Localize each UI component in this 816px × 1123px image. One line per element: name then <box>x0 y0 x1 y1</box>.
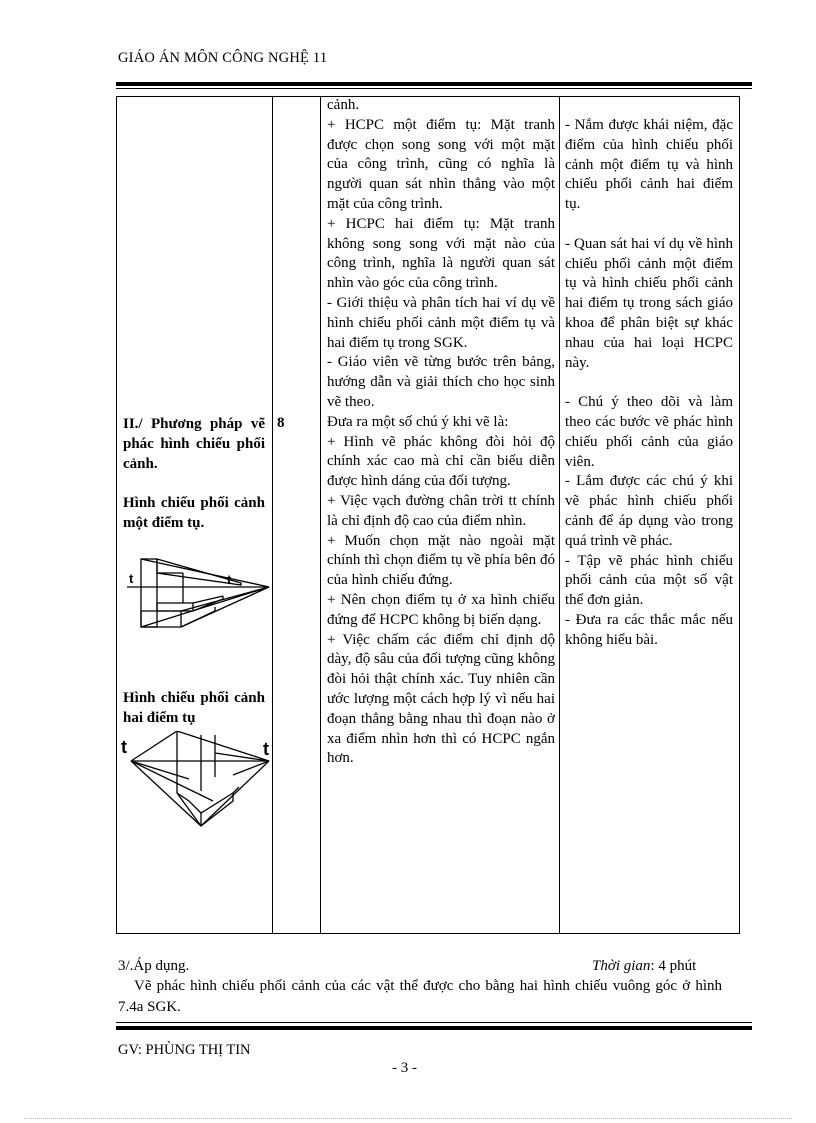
footer-rule-thin <box>116 1022 752 1023</box>
time-label: Thời gian <box>592 958 651 974</box>
header-rule-thin <box>116 88 752 89</box>
vanishing-label-left: t <box>121 737 127 757</box>
content-column <box>123 415 265 534</box>
column-divider <box>320 97 321 933</box>
application-text: Vẽ phác hình chiếu phối cảnh của các vật thể được cho bằng hai hình chiếu vuông góc ở hình 7.4a SGK. <box>118 978 722 1015</box>
teacher-activity-column <box>327 96 555 769</box>
student-item: - Lắm được các chú ý khi vẽ phác hình chiếu phối cảnh để áp dụng vào trong quá trình vẽ phác. <box>565 473 733 549</box>
footer-rule <box>116 1026 752 1030</box>
application-heading: 3/.Áp dụng. <box>118 958 190 974</box>
teacher-item: - Giới thiệu và phân tích hai ví dụ về hình chiếu phối cảnh một điểm tụ và hai điểm tụ trong SGK. <box>327 294 555 351</box>
teacher-item: + Nên chọn điểm tụ ở xa hình chiếu đứng để HCPC không bị biến dạng. <box>327 591 555 628</box>
teacher-item: + Việc chấm các điểm chỉ định dộ dày, độ sâu của đối tượng cũng không đòi hỏi thật chính xác. Tuy nhiên cần ước lượng một cách hợp lý vì nếu hai đoạn thẳng bằng nhau thì đoạn nào ở xa điểm nhìn hơn thì có HCPC ngắn hơn. <box>327 631 555 767</box>
time-minutes: 8 <box>277 415 285 431</box>
teacher-item: cảnh. <box>327 97 360 113</box>
teacher-item: + Hình vẽ phác không đòi hỏi độ chính xác cao mà chỉ cần biểu diễn được hình dáng của đối tượng. <box>327 433 555 490</box>
subsection-one-point: Hình chiếu phối cảnh một điểm tụ. <box>123 495 265 531</box>
vanishing-label-right: t <box>263 739 269 759</box>
teacher-item: + HCPC một điểm tụ: Mặt tranh được chọn song song với một mặt của công trình, cũng có nghĩa là người quan sát nhìn thẳng vào một mặt của công trình. <box>327 116 555 212</box>
student-activity-column <box>565 116 733 651</box>
one-point-perspective-figure <box>123 551 271 641</box>
student-item: - Đưa ra các thắc mắc nếu không hiểu bài. <box>565 611 733 648</box>
teacher-item: + Việc vạch đường chân trời tt chính là chỉ định độ cao của điểm nhìn. <box>327 492 555 529</box>
two-point-perspective-figure <box>121 731 273 829</box>
footer-teacher: GV: PHÙNG THỊ TIN <box>118 1042 251 1058</box>
header-rule <box>116 82 752 86</box>
vanishing-label-right: t <box>227 572 232 587</box>
teacher-item: Đưa ra một số chú ý khi vẽ là: <box>327 413 509 430</box>
time-value: : 4 phút <box>650 958 697 974</box>
lesson-table <box>116 96 740 934</box>
student-item: - Chú ý theo dõi và làm theo các bước vẽ phác hình chiếu phối cảnh của giáo viên. <box>565 394 733 470</box>
column-divider <box>559 97 560 933</box>
page-number: - 3 - <box>392 1060 417 1076</box>
student-item: - Nắm được khái niệm, đặc điểm của hình chiếu phối cảnh một điểm tụ và hình chiếu phối cảnh hai điểm tụ. <box>565 117 733 213</box>
vanishing-label-left: t <box>129 571 134 586</box>
subsection-two-point: Hình chiếu phối cảnh hai điểm tụ <box>123 690 265 726</box>
student-item: - Tập vẽ phác hình chiếu phối cảnh của một số vật thể đơn giản. <box>565 552 733 609</box>
header-title: GIÁO ÁN MÔN CÔNG NGHỆ 11 <box>118 50 328 66</box>
teacher-item: + HCPC hai điểm tụ: Mặt tranh không song song với mặt nào của công trình, nghĩa là người quan sát nhìn vào góc của công trình. <box>327 215 555 292</box>
teacher-item: + Muốn chọn mặt nào ngoài mặt chính thì chọn điểm tụ về phía bên đó của hình chiếu đứng. <box>327 532 555 589</box>
content-column-lower <box>123 689 265 729</box>
teacher-item: - Giáo viên vẽ từng bước trên bảng, hướng dẫn và giải thích cho học sinh vẽ theo. <box>327 354 555 410</box>
section-title: II./ Phương pháp vẽ phác hình chiếu phối cảnh. <box>123 416 265 472</box>
page-edge <box>24 1118 792 1119</box>
student-item: - Quan sát hai ví dụ về hình chiếu phối cảnh một điểm tụ và hình chiếu phối cảnh hai điểm tụ trong sách giáo khoa để phân biệt sự khác nhau của hai loại HCPC này. <box>565 235 733 371</box>
application-time <box>592 956 696 977</box>
